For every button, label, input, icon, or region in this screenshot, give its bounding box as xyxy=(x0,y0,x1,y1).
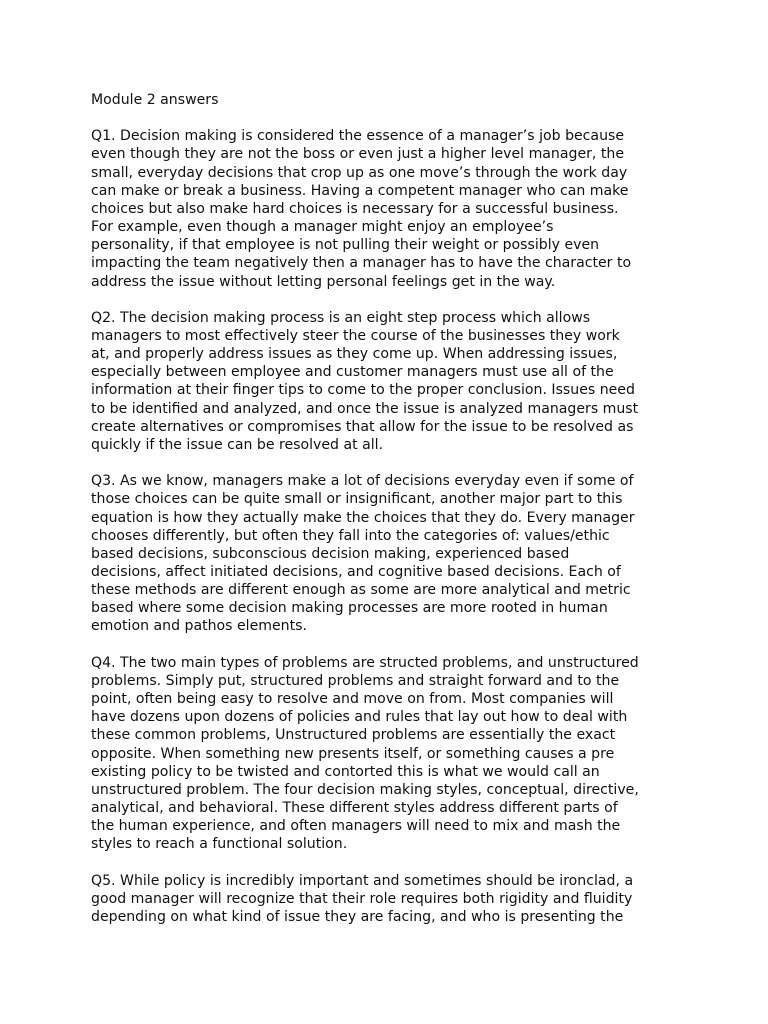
text-line: can make or break a business. Having a competent manager who can make xyxy=(91,182,629,199)
text-line: equation is how they actually make the choices that they do. Every manager xyxy=(91,509,635,526)
text-line: chooses differently, but often they fall into the categories of: values/ethic xyxy=(91,527,610,544)
text-line: have dozens upon dozens of policies and rules that lay out how to deal with xyxy=(91,709,628,726)
paragraph-q2 xyxy=(91,309,691,454)
text-line: Q2. The decision making process is an eight step process which allows xyxy=(91,309,591,326)
text-line: Q5. While policy is incredibly important and sometimes should be ironclad, a xyxy=(91,872,634,889)
text-line: opposite. When something new presents itself, or something causes a pre xyxy=(91,745,615,762)
text-line: those choices can be quite small or insignificant, another major part to this xyxy=(91,491,623,508)
text-line: existing policy to be twisted and contorted this is what we would call an xyxy=(91,763,600,780)
text-line: impacting the team negatively then a manager has to have the character to xyxy=(91,255,632,272)
text-line: even though they are not the boss or even just a higher level manager, the xyxy=(91,146,625,163)
paragraph-q3 xyxy=(91,472,691,635)
text-line: to be identified and analyzed, and once the issue is analyzed managers must xyxy=(91,400,639,417)
text-line: create alternatives or compromises that allow for the issue to be resolved as xyxy=(91,418,634,435)
text-line: problems. Simply put, structured problems and straight forward and to the xyxy=(91,672,620,689)
text-line: Q4. The two main types of problems are structed problems, and unstructured xyxy=(91,654,639,671)
text-line: For example, even though a manager might enjoy an employee’s xyxy=(91,219,554,236)
text-line: based decisions, subconscious decision making, experienced based xyxy=(91,545,570,562)
text-line: based where some decision making processes are more rooted in human xyxy=(91,600,608,617)
text-line: choices but also make hard choices is necessary for a successful business. xyxy=(91,200,619,217)
text-line: these common problems, Unstructured problems are essentially the exact xyxy=(91,727,616,744)
text-line: styles to reach a functional solution. xyxy=(91,836,348,853)
text-line: emotion and pathos elements. xyxy=(91,618,307,635)
text-line: unstructured problem. The four decision making styles, conceptual, directive, xyxy=(91,781,639,798)
document-title: Module 2 answers xyxy=(91,92,219,108)
text-line: good manager will recognize that their role requires both rigidity and fluidity xyxy=(91,890,633,907)
text-line: especially between employee and customer managers must use all of the xyxy=(91,364,614,381)
text-line: Q3. As we know, managers make a lot of decisions everyday even if some of xyxy=(91,473,634,490)
text-line: decisions, affect initiated decisions, and cognitive based decisions. Each of xyxy=(91,564,621,581)
paragraph-q4 xyxy=(91,654,691,854)
text-line: the human experience, and often managers will need to mix and mash the xyxy=(91,818,621,835)
text-line: at, and properly address issues as they come up. When addressing issues, xyxy=(91,346,618,363)
text-line: point, often being easy to resolve and move on from. Most companies will xyxy=(91,691,614,708)
text-line: information at their finger tips to come to the proper conclusion. Issues need xyxy=(91,382,635,399)
text-line: quickly if the issue can be resolved at all. xyxy=(91,436,384,453)
text-line: these methods are different enough as some are more analytical and metric xyxy=(91,582,631,599)
document-body xyxy=(91,91,691,944)
text-line: analytical, and behavioral. These different styles address different parts of xyxy=(91,800,618,817)
text-line: address the issue without letting personal feelings get in the way. xyxy=(91,273,556,290)
text-line: depending on what kind of issue they are facing, and who is presenting the xyxy=(91,908,624,925)
text-line: personality, if that employee is not pulling their weight or possibly even xyxy=(91,237,600,254)
text-line: Q1. Decision making is considered the essence of a manager’s job because xyxy=(91,128,625,145)
paragraph-q5 xyxy=(91,872,691,926)
text-line: managers to most effectively steer the course of the businesses they work xyxy=(91,328,620,344)
text-line: small, everyday decisions that crop up as one move’s through the work day xyxy=(91,164,628,181)
paragraph-q1 xyxy=(91,127,691,290)
